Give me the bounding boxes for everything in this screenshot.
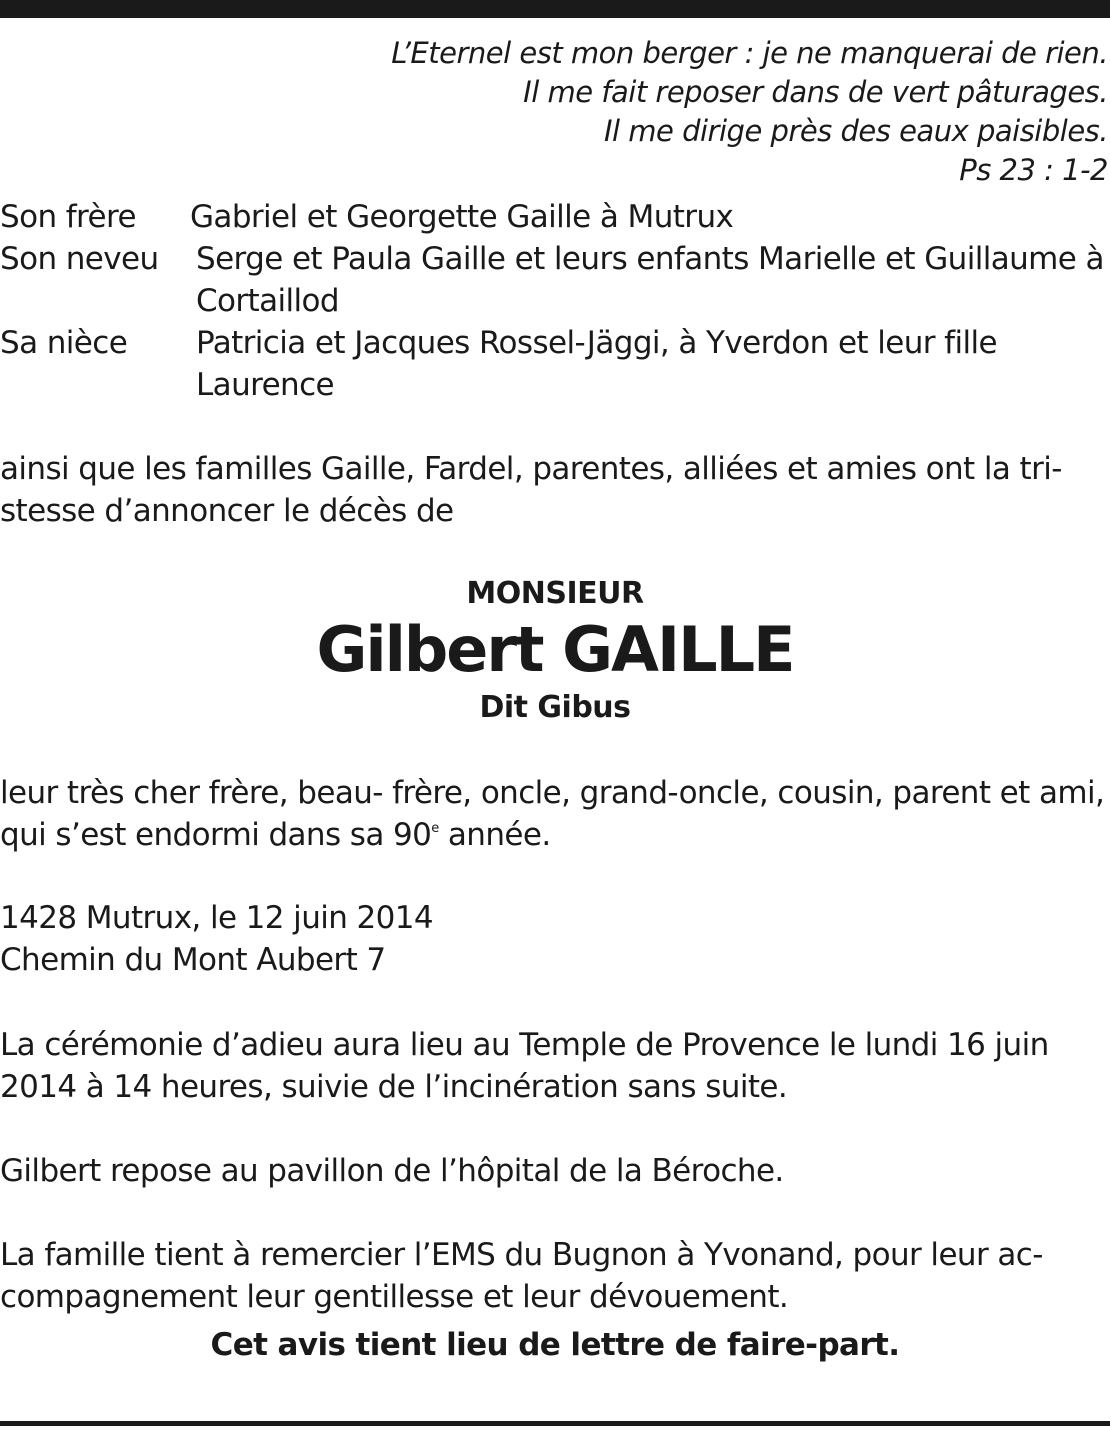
address-street: Chemin du Mont Aubert 7	[0, 942, 386, 978]
announcement-text: ainsi que les familles Gaille, Fardel, parentes, alliées et amies ont la tristesse d’annoncer le décès de	[0, 451, 1063, 529]
verse-line-2: Il me fait reposer dans de vert pâturages.	[523, 75, 1108, 109]
top-rule	[0, 0, 1110, 18]
family-names: Serge et Paula Gaille et leurs enfants Marielle et Guillaume à Cortaillod	[196, 241, 1104, 319]
family-row-brother	[0, 196, 1110, 238]
repose-text: Gilbert repose au pavillon de l’hôpital de la Béroche.	[0, 1153, 784, 1189]
family-relation: Son frère	[0, 199, 136, 235]
family-relation: Son neveu	[0, 241, 159, 277]
address-block	[0, 897, 1110, 981]
family-relation: Sa nièce	[0, 325, 128, 361]
family-row-nephew	[0, 238, 1110, 322]
family-names: Gabriel et Georgette Gaille à Mutrux	[190, 199, 734, 235]
verse-line-3: Il me dirige près des eaux paisibles.	[603, 114, 1108, 148]
deceased-nickname: Dit Gibus	[479, 690, 631, 725]
ordinal-superscript: e	[431, 821, 439, 836]
relationship-text	[0, 772, 1110, 856]
deceased-name: Gilbert GAILLE	[316, 613, 794, 686]
ceremony-text: La cérémonie d’adieu aura lieu au Temple de Provence le lundi 16 juin 2014 à 14 heures, suivie de l’incinération sans suite.	[0, 1027, 1049, 1105]
bottom-rule	[0, 1421, 1110, 1426]
family-names: Patricia et Jacques Rossel-Jäggi, à Yverdon et leur fille Laurence	[196, 325, 997, 403]
bible-verse	[391, 34, 1108, 190]
thanks-text: La famille tient à remercier l’EMS du Bugnon à Yvonand, pour leur accompagnement leur gentillesse et leur dévouement.	[0, 1237, 1044, 1315]
address-place-date: 1428 Mutrux, le 12 juin 2014	[0, 900, 434, 936]
footer-statement: Cet avis tient lieu de lettre de faire-part.	[210, 1327, 900, 1363]
family-row-niece	[0, 322, 1110, 406]
deceased-title: MONSIEUR	[466, 576, 644, 611]
verse-line-1: L’Eternel est mon berger : je ne manquerai de rien.	[391, 36, 1108, 70]
family-list	[0, 196, 1110, 406]
relationship-text-after: année.	[438, 817, 551, 853]
relationship-text-before: leur très cher frère, beau- frère, oncle, grand-oncle, cousin, parent et ami, qui s’est endormi dans sa 90	[0, 775, 1105, 853]
verse-reference: Ps 23 : 1-2	[959, 153, 1108, 187]
